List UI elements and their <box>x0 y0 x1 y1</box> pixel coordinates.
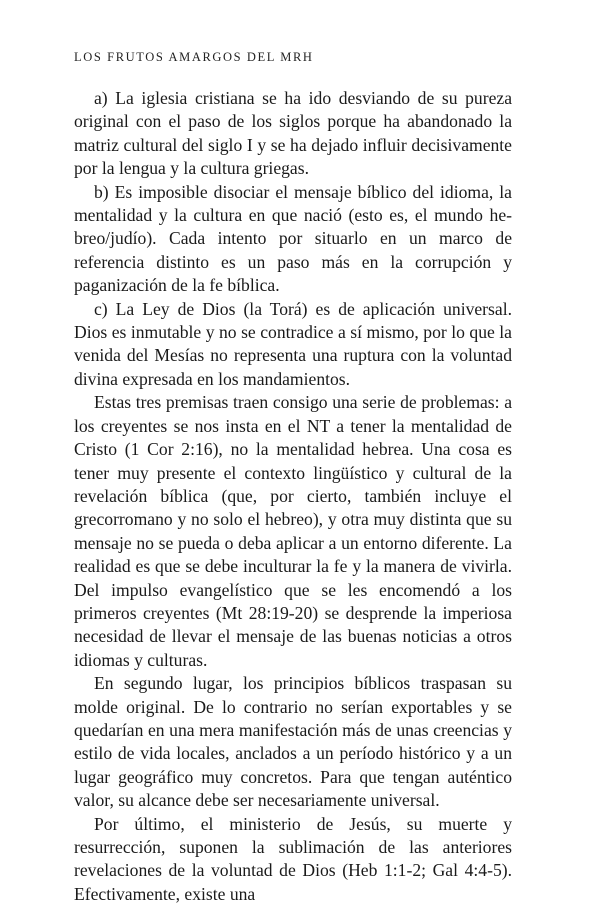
paragraph-second-point: En segundo lugar, los principios bíblicos traspasan su molde original. De lo contrario no serían exportables y se quedarían en una mera manifestación más de unas creencias y estilo de vida locales, anclados a un período histórico y a un lugar geográfico muy concretos. Para que tengan auténtico valor, su alcance debe ser necesariamente universal. <box>74 673 512 811</box>
running-head: LOS FRUTOS AMARGOS DEL MRH <box>74 50 314 64</box>
paragraph-last-point: Por último, el ministerio de Jesús, su muerte y resurrección, suponen la sublimación de las anteriores revelaciones de la voluntad de Dios (Heb 1:1-2; Gal 4:4-5). Efectivamente, existe una <box>74 813 512 904</box>
paragraph-problems: Estas tres premisas traen consigo una serie de problemas: a los creyentes se nos insta en el NT a tener la mentalidad de Cristo (1 Cor 2:16), no la mentalidad hebrea. Una cosa es tener muy presente el contexto lingüístico y cultural de la revelación bíblica (que, por cierto, también incluye el grecorromano y no solo el hebreo), y otra muy distinta que su mensaje no se pueda o deba aplicar a un entorno diferente. La realidad es que se debe inculturar la fe y la manera de vivirla. Del impulso evangelístico que se les encomendó a los primeros creyentes (Mt 28:19-20) se desprende la imperiosa necesidad de llevar el mensaje de las buenas noticias a otros idiomas y culturas. <box>74 392 512 670</box>
paragraph-premise-c: c) La Ley de Dios (la Torá) es de aplicación universal. Dios es inmutable y no se contradice a sí mismo, por lo que la venida del Mesías no representa una ruptura con la voluntad divina expresada en los mandamientos. <box>74 298 512 389</box>
paragraph-premise-b: b) Es imposible disociar el mensaje bíblico del idioma, la mentalidad y la cultura en que nació (esto es, el mundo hebreo/judío). Cada intento por situarlo en un marco de referencia distinto es un paso más en la corrupción y paganización de la fe bíblica. <box>74 181 512 296</box>
body-text <box>74 87 512 906</box>
paragraph-premise-a: a) La iglesia cristiana se ha ido desviando de su pureza original con el paso de los siglos porque ha abandonado la matriz cultural del siglo I y se ha dejado influir decisivamente por la lengua y la cultura griegas. <box>74 88 512 179</box>
